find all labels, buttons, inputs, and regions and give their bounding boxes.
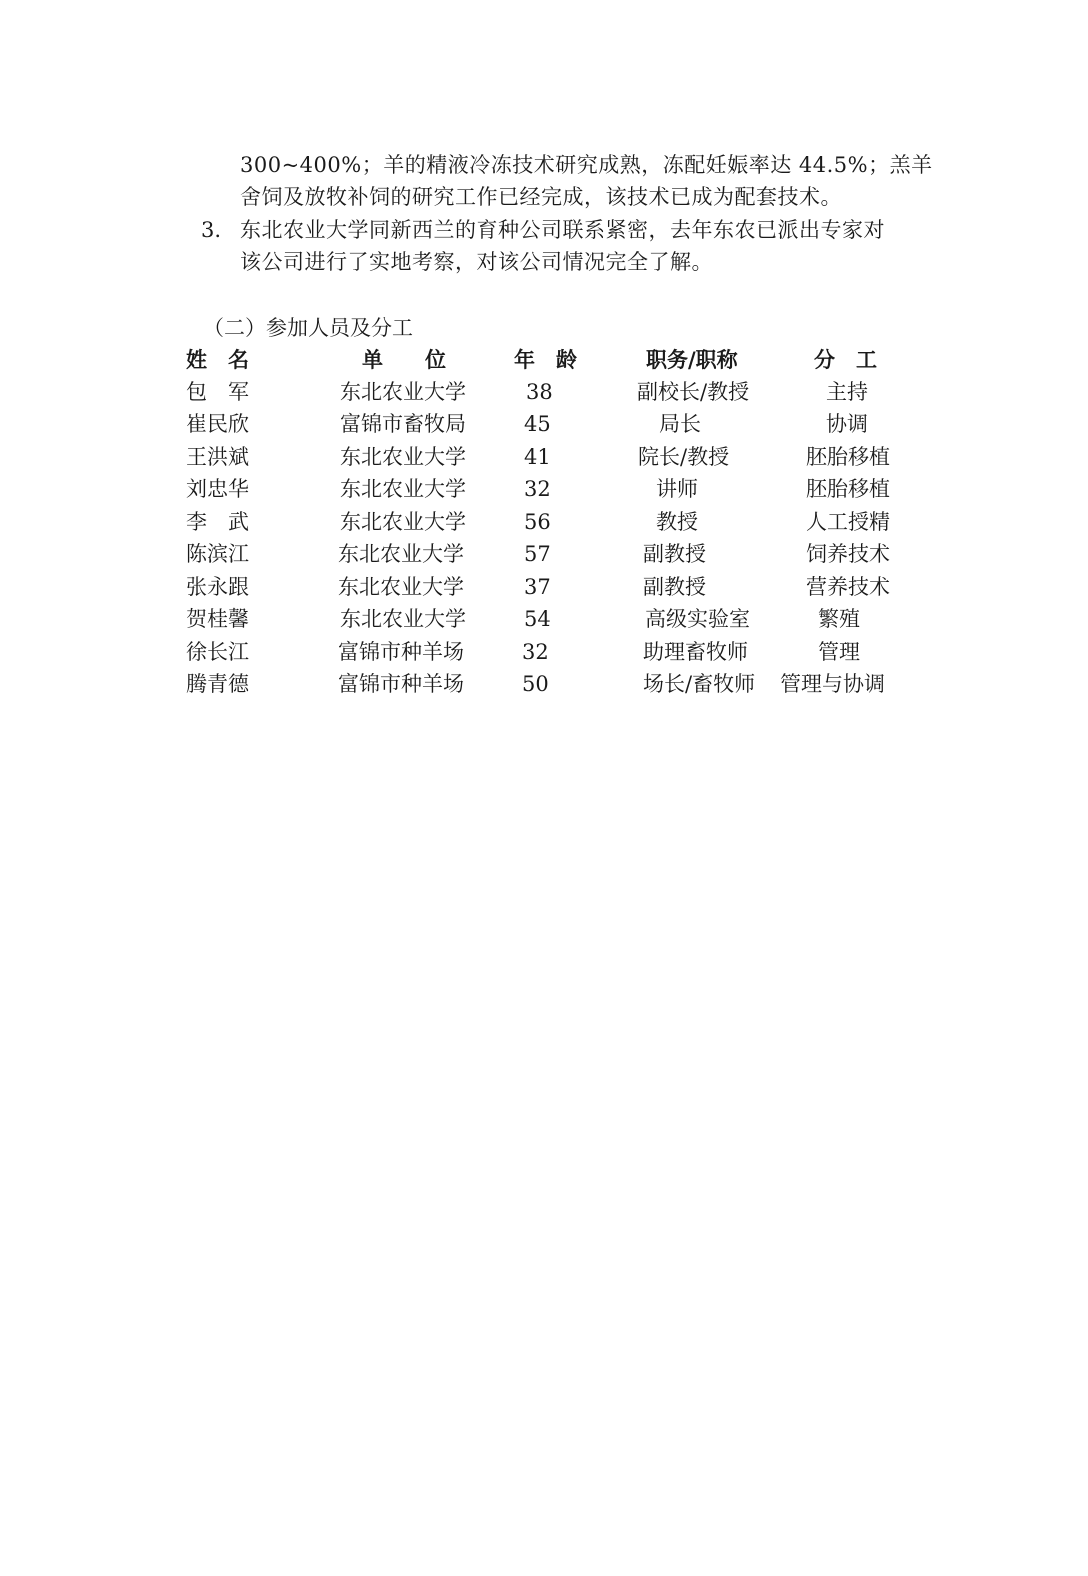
cell-role: 人工授精 [806,510,890,534]
cell-role: 协调 [826,412,868,436]
cell-title: 助理畜牧师 [643,640,748,664]
cell-name: 陈滨江 [186,542,249,566]
cell-age: 32 [522,640,549,664]
cell-unit: 东北农业大学 [340,607,466,631]
paragraph-line: 东北农业大学同新西兰的育种公司联系紧密，去年东农已派出专家对 [240,218,885,242]
cell-title: 副教授 [643,542,706,566]
cell-age: 54 [524,607,551,631]
cell-unit: 富锦市种羊场 [338,640,464,664]
cell-age: 32 [524,477,551,501]
header-title: 职务/职称 [646,347,738,372]
cell-age: 41 [524,445,551,469]
cell-age: 57 [524,542,551,566]
cell-name: 贺桂馨 [186,607,249,631]
cell-role: 主持 [826,380,868,404]
paragraph-line: 舍饲及放牧补饲的研究工作已经完成，该技术已成为配套技术。 [240,185,842,209]
cell-name: 腾青德 [186,672,249,696]
cell-age: 37 [524,575,551,599]
cell-name: 李 武 [186,510,249,534]
header-name: 姓 名 [186,347,249,372]
cell-unit: 富锦市畜牧局 [340,412,466,436]
cell-unit: 东北农业大学 [338,542,464,566]
cell-unit: 东北农业大学 [340,477,466,501]
cell-age: 56 [524,510,551,534]
cell-name: 刘忠华 [186,477,249,501]
cell-name: 王洪斌 [186,445,249,469]
cell-name: 徐长江 [186,640,249,664]
header-unit: 单 位 [362,347,446,372]
header-role: 分 工 [814,347,877,372]
cell-role: 胚胎移植 [806,477,890,501]
cell-name: 包 军 [186,380,249,404]
cell-unit: 富锦市种羊场 [338,672,464,696]
cell-role: 管理 [818,640,860,664]
cell-title: 讲师 [656,477,698,501]
cell-age: 45 [524,412,551,436]
cell-title: 教授 [656,510,698,534]
paragraph-line: 该公司进行了实地考察，对该公司情况完全了解。 [240,250,713,274]
cell-role: 饲养技术 [806,542,890,566]
cell-title: 副教授 [643,575,706,599]
paragraph-line: 300~400%；羊的精液冷冻技术研究成熟，冻配妊娠率达 44.5%；羔羊 [240,153,933,177]
cell-unit: 东北农业大学 [340,380,466,404]
cell-role: 管理与协调 [780,672,885,696]
header-age: 年 龄 [514,347,577,372]
cell-name: 张永跟 [186,575,249,599]
cell-title: 场长/畜牧师 [643,672,756,696]
cell-role: 胚胎移植 [806,445,890,469]
cell-unit: 东北农业大学 [340,510,466,534]
cell-title: 院长/教授 [638,445,730,469]
cell-role: 营养技术 [806,575,890,599]
section-title: （二）参加人员及分工 [203,316,413,340]
cell-unit: 东北农业大学 [340,445,466,469]
cell-name: 崔民欣 [186,412,249,436]
cell-age: 50 [522,672,549,696]
cell-title: 副校长/教授 [637,380,750,404]
cell-title: 高级实验室 [645,607,750,631]
cell-role: 繁殖 [818,607,860,631]
cell-title: 局长 [659,412,701,436]
cell-age: 38 [526,380,553,404]
list-item-number: 3. [201,218,222,242]
cell-unit: 东北农业大学 [338,575,464,599]
